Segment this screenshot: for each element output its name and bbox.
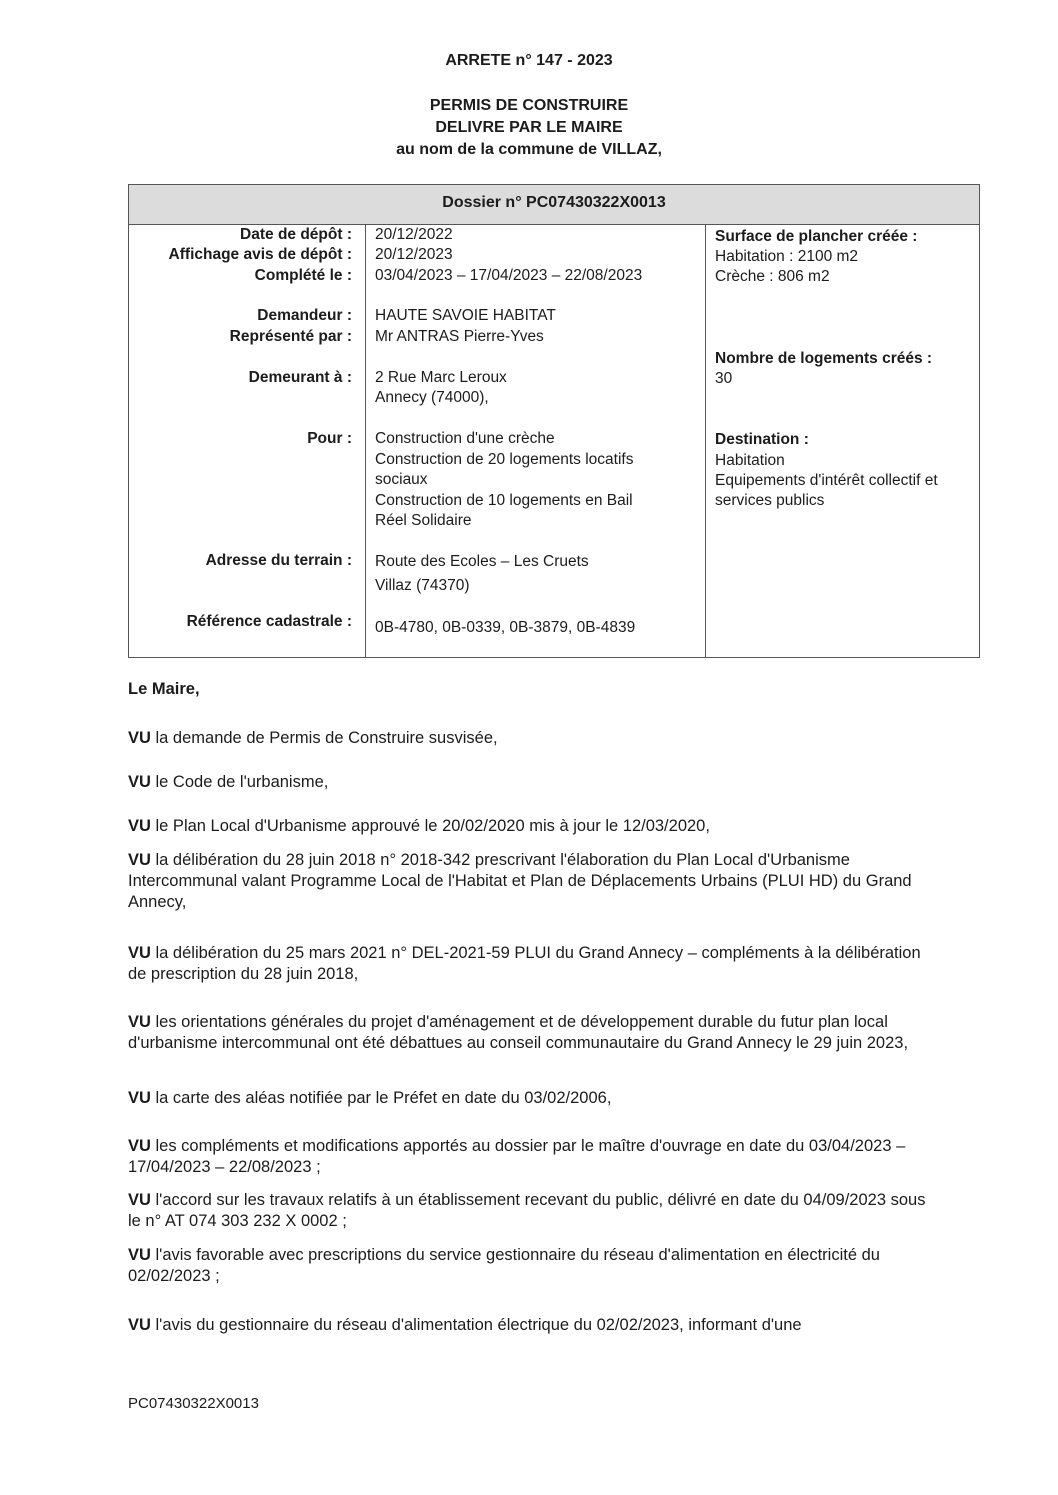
title-line-1: PERMIS DE CONSTRUIRE: [429, 97, 629, 114]
vu-label: VU: [128, 944, 151, 962]
dossier-table: [128, 184, 980, 658]
value-date-depot: 20/12/2022: [375, 226, 453, 243]
vu-text: la demande de Permis de Construire susvisée,: [150, 729, 498, 747]
vu-label: VU: [128, 1246, 151, 1264]
vu-paragraph: [128, 1012, 928, 1054]
document-title: [0, 95, 1058, 161]
label-demeurant: Demeurant à :: [248, 369, 352, 386]
vu-text: l'avis favorable avec prescriptions du service gestionnaire du réseau d'alimentation en électricité du 02/02/2023 ;: [128, 1246, 880, 1285]
vu-paragraph: [128, 943, 928, 985]
label-demandeur: Demandeur :: [257, 307, 352, 324]
vu-text: la carte des aléas notifiée par le Préfet en date du 03/02/2006,: [150, 1089, 612, 1107]
vu-label: VU: [128, 729, 151, 747]
vu-text: l'avis du gestionnaire du réseau d'alimentation électrique du 02/02/2023, informant d'une: [150, 1316, 802, 1334]
le-maire-heading: Le Maire,: [128, 680, 200, 698]
vu-label: VU: [128, 817, 151, 835]
destination-2: Equipements d'intérêt collectif et: [715, 472, 938, 489]
vu-text: les orientations générales du projet d'aménagement et de développement durable du futur plan local d'urbanisme intercommunal ont été débattues au conseil communautaire du Grand Annecy le 29 juin 2023,: [128, 1013, 909, 1052]
value-demandeur: HAUTE SAVOIE HABITAT: [375, 307, 556, 324]
value-demeurant-2: Annecy (74000),: [375, 389, 489, 406]
vu-text: la délibération du 28 juin 2018 n° 2018-342 prescrivant l'élaboration du Plan Local d'Urbanisme Intercommunal valant Programme Local de l'Habitat et Plan de Déplacements Urbains (PLUI HD) du Grand Annecy,: [128, 851, 912, 911]
vu-paragraph: [128, 850, 928, 913]
value-pour-4: Construction de 10 logements en Bail: [375, 492, 633, 509]
value-pour-2: Construction de 20 logements locatifs: [375, 451, 634, 468]
vu-paragraph: [128, 1136, 928, 1178]
vu-label: VU: [128, 851, 151, 869]
surface-creche: Crèche : 806 m2: [715, 268, 830, 285]
value-affichage: 20/12/2023: [375, 246, 453, 263]
label-complete: Complété le :: [254, 267, 352, 284]
vu-paragraph: [128, 1315, 928, 1336]
value-pour-1: Construction d'une crèche: [375, 430, 555, 447]
vu-paragraph: [128, 728, 928, 749]
value-adresse-2: Villaz (74370): [375, 577, 470, 594]
label-date-depot: Date de dépôt :: [240, 226, 352, 243]
dossier-heading: Dossier n° PC07430322X0013: [129, 185, 979, 225]
destination-1: Habitation: [715, 452, 785, 469]
value-reference: 0B-4780, 0B-0339, 0B-3879, 0B-4839: [375, 619, 636, 636]
label-adresse: Adresse du terrain :: [205, 552, 352, 569]
logements-value: 30: [715, 370, 733, 387]
vu-paragraph: [128, 772, 928, 793]
value-pour-3: sociaux: [375, 471, 428, 488]
vu-text: les compléments et modifications apportés au dossier par le maître d'ouvrage en date du 03/04/2023 – 17/04/2023 – 22/08/2023 ;: [128, 1137, 906, 1176]
column-divider: [365, 225, 366, 657]
destination-3: services publics: [715, 492, 825, 509]
vu-text: le Code de l'urbanisme,: [150, 773, 329, 791]
label-represente: Représenté par :: [229, 328, 352, 345]
surface-habitation: Habitation : 2100 m2: [715, 248, 859, 265]
vu-label: VU: [128, 773, 151, 791]
logements-label: Nombre de logements créés :: [715, 350, 933, 367]
arrete-number: ARRETE n° 147 - 2023: [445, 52, 613, 69]
vu-text: l'accord sur les travaux relatifs à un établissement recevant du public, délivré en date du 04/09/2023 sous le n° AT 074 303 232 X 0002 ;: [128, 1191, 926, 1230]
value-adresse-1: Route des Ecoles – Les Cruets: [375, 553, 589, 570]
value-represente: Mr ANTRAS Pierre-Yves: [375, 328, 544, 345]
vu-label: VU: [128, 1316, 151, 1334]
vu-paragraph: [128, 1190, 928, 1232]
vu-label: VU: [128, 1191, 151, 1209]
value-demeurant-1: 2 Rue Marc Leroux: [375, 369, 507, 386]
vu-paragraph: [128, 1245, 928, 1287]
title-line-3: au nom de la commune de VILLAZ,: [396, 141, 662, 158]
label-reference: Référence cadastrale :: [186, 613, 352, 630]
vu-text: le Plan Local d'Urbanisme approuvé le 20/02/2020 mis à jour le 12/03/2020,: [150, 817, 710, 835]
footer-reference: PC07430322X0013: [128, 1395, 259, 1412]
vu-paragraph: [128, 816, 928, 837]
value-complete: 03/04/2023 – 17/04/2023 – 22/08/2023: [375, 267, 643, 284]
title-line-2: DELIVRE PAR LE MAIRE: [435, 119, 623, 136]
vu-paragraph: [128, 1088, 928, 1109]
surface-label: Surface de plancher créée :: [715, 228, 918, 245]
vu-label: VU: [128, 1089, 151, 1107]
vu-label: VU: [128, 1013, 151, 1031]
vu-label: VU: [128, 1137, 151, 1155]
vu-text: la délibération du 25 mars 2021 n° DEL-2021-59 PLUI du Grand Annecy – compléments à la délibération de prescription du 28 juin 2018,: [128, 944, 921, 983]
label-affichage: Affichage avis de dépôt :: [168, 246, 352, 263]
label-pour: Pour :: [307, 430, 352, 447]
destination-label: Destination :: [715, 431, 809, 448]
column-divider: [705, 225, 706, 657]
value-pour-5: Réel Solidaire: [375, 512, 472, 529]
